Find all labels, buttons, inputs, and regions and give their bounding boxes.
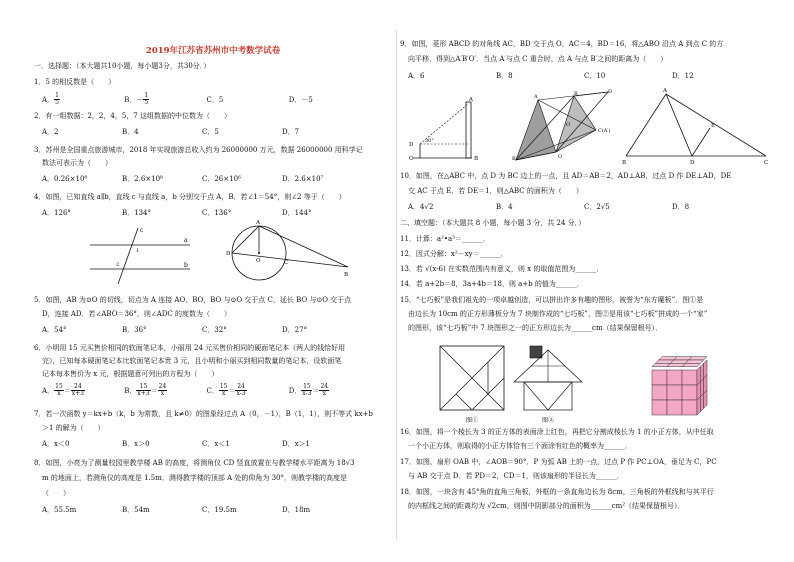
q8-option-a: A．55.5m bbox=[42, 506, 77, 514]
q4-options bbox=[42, 209, 352, 218]
fig9-label-oprime: O′ bbox=[566, 122, 572, 128]
q6-option-c: C． $\frac{15}{x}$ ＝ $\frac{24}{x-3}$ bbox=[206, 383, 246, 397]
cube-facet bbox=[667, 400, 682, 415]
q15-line1: 15．“七巧板”是我们祖先的一项卓越创造，可以拼出许多有趣的图形，被誉为“东方魔板”．图①是 bbox=[400, 296, 704, 304]
fig5-label-c: C bbox=[284, 260, 289, 266]
q17-line1: 17．如图，扇形 OAB 中，∠AOB＝90°．P 为弧 AB 上的一点，过点 P 作 PC⊥OA，垂足为 C，PC bbox=[400, 458, 717, 466]
q5-stem-line2: D，连接 AD．若∠ABO＝36°，则∠ADC 的度数为（ ） bbox=[42, 310, 231, 318]
q10-option-a: A．4√2 bbox=[408, 203, 434, 211]
fig9-label-o: O bbox=[558, 154, 563, 160]
q5-option-b: B．36° bbox=[122, 326, 147, 334]
fig10-label-b: B bbox=[622, 160, 627, 166]
q7-option-a: A．x＜0 bbox=[42, 440, 70, 448]
cube-facet bbox=[652, 400, 667, 415]
fig4-angle-1: 1 bbox=[136, 248, 140, 254]
q8-option-b: B．54m bbox=[122, 506, 150, 514]
q2-options bbox=[42, 128, 352, 137]
q7-option-b: B．x＞0 bbox=[122, 440, 150, 448]
q9-stem-line1: 9．如图，菱形 ABCD 的对角线 AC，BD 交于点 O，AC＝4，BD＝16，将△ABO 沿点 A 到点 C 的方 bbox=[400, 40, 724, 48]
q7-stem-line2: ＞1 的解为（ ） bbox=[42, 424, 105, 432]
q3-option-a: A．0.26×10⁸ bbox=[42, 175, 88, 183]
q15-line2: 由边长为 10cm 的正方形薄板分为 7 块制作成的“七巧板”，图②是用该“七巧板”拼成的一个“家” bbox=[408, 310, 708, 318]
q8-stem-line1: 8．如图，小亮为了测量校园里教学楼 AB 的高度，将测角仪 CD 竖直放置在与教学楼水平距离为 18√3 bbox=[34, 459, 355, 467]
q10-stem-line2: 交 AC 于点 E．若 DE＝1，则△ABC 的面积为（ ） bbox=[408, 187, 583, 195]
cube-facet bbox=[682, 385, 697, 400]
column-divider bbox=[396, 30, 397, 540]
q7-stem-line1: 7．若一次函数 y＝kx+b（k，b 为常数，且 k≠0）的图象经过点 A（0，－1），B（1，1），则不等式 kx+b bbox=[34, 410, 373, 418]
fig4-label-b: b bbox=[184, 262, 188, 269]
q1-options bbox=[42, 93, 392, 106]
q9-figure bbox=[504, 90, 616, 162]
q10-option-b: B．4 bbox=[496, 203, 513, 211]
fig8-label-b: B bbox=[474, 156, 479, 162]
q8-figure bbox=[406, 96, 482, 162]
q5-figure bbox=[226, 222, 356, 284]
q5-options bbox=[42, 326, 352, 335]
q8-stem-line3: （ ） bbox=[42, 489, 70, 497]
q3-option-b: B．2.6×10⁸ bbox=[122, 175, 163, 183]
cube-facet bbox=[667, 370, 682, 385]
q2-stem: 2．有一组数据：2，2，4，5，7 这组数据的中位数为（ ） bbox=[34, 112, 231, 120]
q17-line2: 与 AB 交于点 D．若 PD＝2，CD＝1，则该扇形的半径长为______． bbox=[408, 472, 624, 480]
q9-stem-line2: 向平移，得到△A′B′O′．当点 A′与点 C 重合时，点 A 与点 B′之间的距离为（ ） bbox=[408, 55, 668, 63]
tangram-fig1-caption: 图① bbox=[466, 417, 479, 424]
cube-facet bbox=[652, 385, 667, 400]
q2-option-b: B．4 bbox=[122, 128, 139, 136]
q3-option-c: C．26×10⁶ bbox=[202, 175, 241, 183]
q2-option-a: A．2 bbox=[42, 128, 59, 136]
q4-option-b: B．134° bbox=[122, 209, 152, 217]
q1-option-a: A． $\frac{1}{5}$ bbox=[42, 92, 59, 106]
q4-stem: 4．如图，已知直线 a∥b，直线 c 与直线 a，b 分别交于点 A，B．若∠1＝54°，则∠2 等于（ ） bbox=[34, 193, 346, 201]
q2-option-c: C．5 bbox=[202, 128, 219, 136]
fig10-label-d: D bbox=[690, 160, 695, 166]
q6-option-a: A． $\frac{15}{x}$ ＝ $\frac{24}{x+3}$ bbox=[42, 383, 84, 397]
cube-facet bbox=[682, 400, 697, 415]
q10-options bbox=[408, 203, 742, 212]
cube-facet bbox=[689, 357, 707, 360]
tangram-fig2-caption: 图② bbox=[542, 417, 555, 424]
q6-stem-line1: 6．小明用 15 元买售价相同的软面笔记本，小丽用 24 元买售价相同的硬面笔记本（两人的钱恰好用 bbox=[34, 344, 346, 352]
fig4-angle-2: 2 bbox=[116, 262, 120, 268]
q1-stem: 1．5 的相反数是（ ） bbox=[34, 78, 116, 86]
fig10-label-a: A bbox=[663, 88, 667, 94]
q9-option-c: C．10 bbox=[584, 72, 606, 80]
q9-option-a: A．6 bbox=[408, 72, 425, 80]
q10-option-c: C．2√5 bbox=[584, 203, 610, 211]
fig8-label-a: A bbox=[469, 97, 473, 103]
q10-stem-line1: 10．如图，在△ABC 中，点 D 为 BC 边上的一点，且 AD＝AB＝2，AD⊥AB．过点 D 作 DE⊥AD，DE bbox=[400, 172, 732, 180]
fig10-label-c: C bbox=[764, 160, 769, 166]
q1-option-d: D．－5 bbox=[288, 95, 313, 104]
q15-line3: 的图形，该“七巧板”中 7 块图形之一的正方形边长为______cm（结果保留根号）． bbox=[408, 324, 663, 332]
q14: 14．若 a+2b＝8，3a+4b＝18，则 a+b 的值为______． bbox=[400, 280, 584, 288]
q3-option-d: D．2.6×10⁷ bbox=[282, 175, 324, 183]
fig8-angle-label: 30° bbox=[425, 138, 434, 144]
fig5-label-d: D bbox=[226, 251, 231, 257]
q4-option-d: D．144° bbox=[282, 209, 312, 217]
fig10-label-e: E bbox=[711, 123, 716, 129]
q10-option-d: D．8 bbox=[672, 203, 690, 211]
fig4-label-c: c bbox=[140, 227, 144, 234]
q7-options bbox=[42, 440, 352, 449]
fig5-label-o: O bbox=[256, 258, 261, 264]
q1-option-c: C．5 bbox=[206, 95, 224, 104]
q3-stem-line1: 3．苏州是全国重点旅游城市，2018 年实现旅游总收入约为 26000000 万元，数据 26000000 用科学记 bbox=[34, 146, 363, 154]
fig8-label-c: C bbox=[409, 156, 414, 162]
q18-line1: 18．如图，一块含有 45°角的直角三角板，外框的一条直角边长为 8cm，三角板的外框线和与其平行 bbox=[400, 488, 714, 496]
q3-stem-line2: 数法可表示为（ ） bbox=[42, 159, 112, 167]
q5-option-a: A．54° bbox=[42, 326, 67, 334]
q5-stem-line1: 5．如图，AB 为⊙O 的切线，切点为 A 连接 AO、BO，BO 与⊙O 交于点 C，延长 BO 与⊙O 交于点 bbox=[34, 296, 352, 304]
q6-stem-line2: 完），已知每本硬面笔记本比软面笔记本贵 3 元，且小明和小丽买到相同数量的笔记本，设软面笔 bbox=[42, 357, 342, 365]
q5-option-c: C．32° bbox=[202, 326, 227, 334]
q5-option-d: D．27° bbox=[282, 326, 308, 334]
q12: 12．因式分解：x²－xy＝______． bbox=[400, 250, 508, 258]
fig9-label-c: C(A′) bbox=[598, 128, 611, 134]
q2-option-d: D．7 bbox=[282, 128, 300, 136]
q3-options bbox=[42, 175, 352, 184]
section1-header: 一．选择题：（本大题共10小题，每小题3分，共30分．） bbox=[34, 62, 211, 70]
fig9-label-b: B bbox=[574, 91, 578, 97]
q6-options bbox=[42, 384, 369, 397]
tangram-house-figure bbox=[510, 342, 590, 426]
section2-header: 二、填空题：（本大题共 8 小题，每小题 3 分，共 24 分．） bbox=[400, 219, 586, 227]
right-column bbox=[400, 0, 772, 562]
q16-line1: 16．如图，将一个棱长为 3 的正方体的表面涂上红色，再把它分割成棱长为 1 的小正方体，从中任取 bbox=[400, 428, 714, 436]
q6-option-b: B． $\frac{15}{x+3}$ ＝ $\frac{24}{x}$ bbox=[124, 383, 167, 397]
q8-option-d: D．18m bbox=[282, 506, 311, 514]
q8-stem-line2: m 的地面上，若测角仪的高度是 1.5m．测得教学楼的顶部 A 处的仰角为 30°．则教学楼的高度是 bbox=[42, 474, 347, 482]
q18-line2: 的内框线之间的距离均为 √2cm，则图中阴影部分的面积为______cm²（结果保留根号）． bbox=[408, 502, 685, 510]
q8-option-c: C．19.5m bbox=[202, 506, 237, 514]
q9-option-d: D．12 bbox=[672, 72, 694, 80]
fig5-label-b: B bbox=[344, 272, 349, 278]
cube-facet bbox=[685, 360, 703, 363]
q4-option-c: C．136° bbox=[202, 209, 232, 217]
q16-line2: 一个小正方体，则取得的小正方体恰有三个面涂有红色的概率为______． bbox=[408, 442, 632, 450]
q4-figure bbox=[90, 226, 190, 286]
q10-figure bbox=[622, 88, 772, 166]
fig4-label-a: a bbox=[184, 237, 188, 244]
q13: 13．若 √(x-6) 在实数范围内有意义，则 x 的取值范围为______． bbox=[400, 265, 604, 273]
cube-facet bbox=[700, 393, 703, 411]
q7-option-c: C．x＜1 bbox=[202, 440, 230, 448]
cube-facet bbox=[667, 385, 682, 400]
cube-facet bbox=[682, 370, 697, 385]
left-column bbox=[34, 0, 392, 562]
fig5-label-a: A bbox=[256, 220, 260, 226]
q9-options bbox=[408, 72, 742, 81]
q8-options bbox=[42, 506, 352, 515]
cube-facet bbox=[652, 370, 667, 385]
q9-option-b: B．8 bbox=[496, 72, 513, 80]
fig8-label-d: D bbox=[409, 142, 414, 148]
q6-option-d: D． $\frac{15}{x-3}$ ＝ $\frac{24}{x}$ bbox=[288, 383, 329, 397]
fig9-label-a: A bbox=[534, 94, 538, 100]
q7-option-d: D．x＞1 bbox=[282, 440, 311, 448]
tangram-square-figure bbox=[438, 342, 508, 426]
q16-cube-figure bbox=[648, 350, 718, 422]
cube-facet bbox=[682, 363, 700, 366]
q11: 11．计算：a²•a³＝______． bbox=[400, 235, 490, 243]
fig9-label-bprime: B′ bbox=[512, 156, 517, 162]
cube-facet bbox=[704, 390, 707, 408]
fig9-label-d: D bbox=[608, 89, 613, 95]
q1-option-b: B．－ $\frac{1}{5}$ bbox=[124, 92, 149, 106]
cube-facet bbox=[697, 397, 700, 415]
page-title: 2019年江苏省苏州市中考数学试卷 bbox=[145, 46, 281, 56]
q4-option-a: A．126° bbox=[42, 209, 71, 217]
q6-stem-line3: 记本每本售价为 x 元，根据题意可列出的方程为（ ） bbox=[42, 370, 219, 378]
